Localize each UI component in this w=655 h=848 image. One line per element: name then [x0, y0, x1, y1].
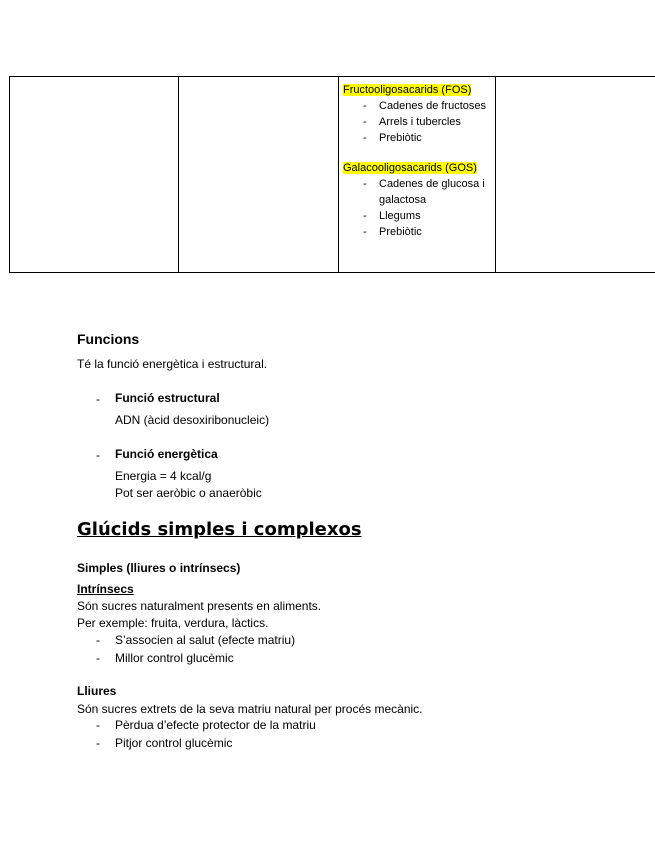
lliures-line-1: Són sucres extrets de la seva matriu natural per procés mecànic.: [77, 702, 423, 716]
lliures-item-2: Pitjor control glucèmic: [115, 736, 233, 750]
bullet-dash: -: [96, 736, 100, 750]
fos-title: Fructooligosacarids (FOS): [343, 84, 472, 96]
simples-heading: Simples (lliures o intrínsecs): [77, 561, 241, 575]
list-item: - Prebiòtic: [343, 224, 491, 240]
list-item: - Cadenes de fructoses: [343, 98, 491, 114]
funcions-heading: Funcions: [77, 331, 140, 347]
intrinsecs-line-1: Són sucres naturalment presents en aliments.: [77, 599, 322, 613]
bullet-dash: -: [96, 651, 100, 665]
intrinsecs-item-2: Millor control glucèmic: [115, 651, 234, 665]
table-cell-empty-1: [10, 77, 179, 273]
intrinsecs-label: Intrínsecs: [77, 582, 134, 596]
lliures-item-1: Pèrdua d’efecte protector de la matriu: [115, 718, 316, 732]
list-item: - Prebiòtic: [343, 130, 491, 146]
list-item: - Llegums: [343, 208, 491, 224]
list-item: - Arrels i tubercles: [343, 114, 491, 130]
funcio-energetica-line-1: Energia = 4 kcal/g: [115, 469, 212, 483]
funcio-estructural-text: ADN (àcid desoxiribonucleic): [115, 413, 270, 427]
glucids-heading: Glúcids simples i complexos: [77, 519, 362, 540]
table-row: [10, 77, 655, 273]
bullet-dash: -: [96, 718, 100, 732]
bullet-dash: -: [96, 448, 100, 462]
intrinsecs-item-1: S’associen al salut (efecte matriu): [115, 633, 296, 647]
table-cell-empty-4: [496, 77, 655, 273]
funcio-estructural-label: Funció estructural: [115, 391, 220, 405]
funcio-energetica-line-2: Pot ser aeròbic o anaeròbic: [115, 486, 262, 500]
funcio-energetica-label: Funció energètica: [115, 447, 218, 461]
gos-list: [343, 176, 491, 240]
gos-title: Galacooligosacarids (GOS): [343, 162, 477, 174]
intrinsecs-line-2: Per exemple: fruita, verdura, làctics.: [77, 616, 269, 630]
table-cell-empty-2: [179, 77, 339, 273]
fos-list: [343, 98, 491, 146]
list-item: - Cadenes de glucosa i galactosa: [343, 176, 491, 208]
bullet-dash: -: [96, 633, 100, 647]
bullet-dash: -: [96, 392, 100, 406]
funcions-intro: Té la funció energètica i estructural.: [77, 357, 268, 371]
lliures-label: Lliures: [77, 684, 117, 698]
fiber-table: [9, 76, 655, 273]
table-cell-oligosaccharides: [339, 77, 496, 273]
